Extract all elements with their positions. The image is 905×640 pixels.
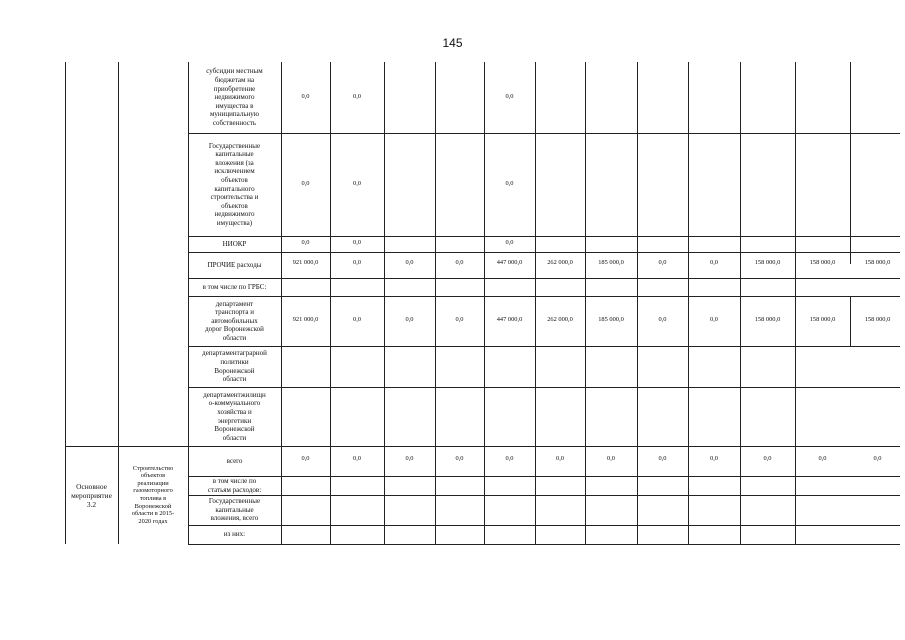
table-cell: 0,0 (710, 455, 718, 462)
table-border-col-11 (795, 62, 796, 544)
row-label: Государственные капитальные вложения (за исключением объектов капитального строительства и объектов недвижимого имущества) (208, 141, 261, 227)
table-cell: 158 000,0 (754, 259, 781, 266)
table-cell: 0,0 (301, 455, 310, 462)
table-border-col-9 (688, 62, 689, 544)
table-cell: 921 000,0 (292, 259, 319, 266)
table-border-col-3 (384, 62, 385, 544)
table-border-row-10 (188, 495, 900, 496)
table-cell: 0,0 (505, 92, 514, 100)
row-label: департаментаграрной политики Воронежской области (202, 349, 267, 384)
table-cell: 0,0 (405, 316, 414, 323)
event-type-label: Основное мероприятие 3.2 (71, 481, 112, 509)
table-cell: 0,0 (353, 179, 361, 187)
row-label: в том числе по статьям расходов: (207, 476, 262, 494)
table-border-col-1 (281, 62, 282, 544)
row-label: субсидии местным бюджетам на приобретение недвижимого имущества в муниципальную собственность (206, 67, 263, 127)
table-cell: 0,0 (455, 316, 464, 323)
table-cell: 921 000,0 (292, 316, 319, 323)
row-label: НИОКР (222, 239, 247, 248)
table-cell: 0,0 (353, 455, 361, 462)
table-border-row-5 (188, 296, 900, 297)
table-cell: 185 000,0 (598, 316, 624, 323)
table-cell: 262 000,0 (547, 259, 573, 266)
table-cell: 0,0 (658, 455, 667, 462)
table-cell: 0,0 (301, 179, 310, 187)
table-cell: 0,0 (405, 259, 414, 266)
row-label: всего (226, 456, 243, 465)
table-cell: 158 000,0 (864, 316, 891, 323)
table-cell: 0,0 (301, 239, 310, 246)
table-cell: 158 000,0 (809, 259, 836, 266)
table-cell: 185 000,0 (598, 259, 624, 266)
table-cell: 0,0 (353, 239, 361, 246)
table-border-col-5 (484, 62, 485, 544)
table-cell: 0,0 (353, 92, 361, 100)
table-border-col-4 (435, 62, 436, 544)
table-cell: 0,0 (710, 259, 718, 266)
table-cell: 0,0 (455, 259, 464, 266)
table-cell: 0,0 (818, 455, 827, 462)
table-cell: 447 000,0 (496, 259, 523, 266)
table-cell: 0,0 (505, 239, 514, 246)
table-cell: 0,0 (405, 455, 414, 462)
row-label: из них: (223, 530, 246, 539)
table-border-row-2 (188, 236, 900, 237)
table-border-col-12 (850, 62, 851, 264)
table-border-col-8 (637, 62, 638, 544)
table-border-row-7 (188, 387, 900, 388)
table-cell: 0,0 (710, 316, 718, 323)
table-cell: 0,0 (505, 455, 514, 462)
table-cell: 158 000,0 (754, 316, 781, 323)
table-border-row-3 (188, 252, 900, 253)
table-cell: 0,0 (353, 259, 361, 266)
table-border-row-6 (188, 346, 900, 347)
row-label: в том числе по ГРБС: (202, 282, 267, 291)
table-cell: 0,0 (658, 259, 667, 266)
table-cell: 447 000,0 (496, 316, 523, 323)
table-cell: 158 000,0 (864, 259, 891, 266)
table-border-row-1 (188, 133, 900, 134)
table-border-row-11 (188, 525, 900, 526)
table-border-col-6 (535, 62, 536, 544)
table-border-col-2 (330, 62, 331, 544)
table-cell: 0,0 (658, 316, 667, 323)
table-border-row-9 (188, 476, 900, 477)
row-label: департамент транспорта и автомобильных дорог Воронежской области (205, 299, 264, 342)
row-label: департаментжилищн о-коммунального хозяйства и энергетики Воронежской области (203, 390, 266, 442)
table-cell: 0,0 (763, 455, 772, 462)
table-cell: 262 000,0 (547, 316, 573, 323)
table-cell: 0,0 (607, 455, 615, 462)
row-label: ПРОЧИЕ расходы (207, 260, 262, 269)
table-border-row-4 (188, 278, 900, 279)
table-cell: 0,0 (556, 455, 564, 462)
table-cell: 0,0 (873, 455, 882, 462)
table-cell: 0,0 (505, 179, 514, 187)
row-label: Государственные капитальные вложения, всего (208, 497, 261, 523)
table-border-col-10 (740, 62, 741, 544)
table-cell: 0,0 (455, 455, 464, 462)
table-cell: 0,0 (353, 316, 361, 323)
table-border-col-7 (585, 62, 586, 544)
table-border-row-12 (188, 544, 900, 545)
page-number: 145 (442, 36, 463, 50)
event-name: Строительство объектов реализации газомоторного топлива в Воронежской области в 2015- 2020 годах (131, 464, 175, 525)
table-cell: 0,0 (301, 92, 310, 100)
table-cell: 158 000,0 (809, 316, 836, 323)
